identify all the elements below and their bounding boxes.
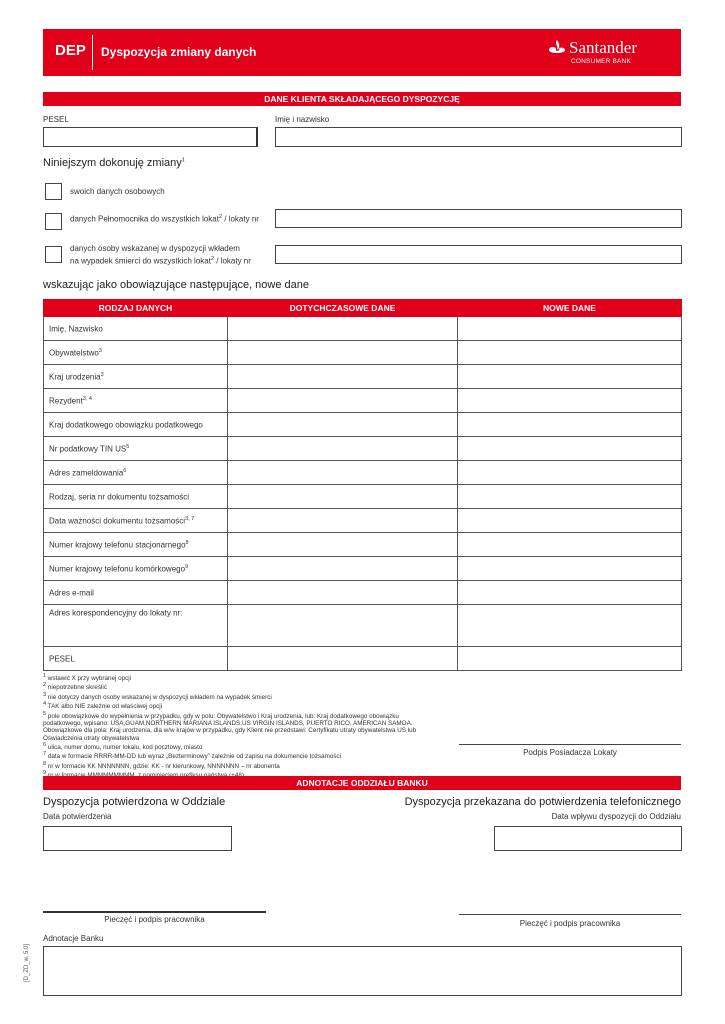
new-data-cell[interactable] xyxy=(458,317,682,341)
table-body xyxy=(44,317,682,671)
new-data-cell[interactable] xyxy=(458,341,682,365)
new-data-cell[interactable] xyxy=(458,389,682,413)
new-data-cell[interactable] xyxy=(458,485,682,509)
new-data-cell[interactable] xyxy=(458,647,682,671)
table-row xyxy=(44,461,682,485)
client-section-bar: DANE KLIENTA SKŁADAJĄCEGO DYSPOZYCJĘ xyxy=(43,92,681,106)
current-data-cell[interactable] xyxy=(228,437,458,461)
form-version-id: [D_ZD_w. 5.0] xyxy=(24,943,30,982)
footnote: $^7$ data w formacie RRRR-MM-DD lub wyraz „Bezterminowy” zależnie od zapisu na dokumencie tożsamości xyxy=(43,751,342,761)
new-data-cell[interactable] xyxy=(458,509,682,533)
row-label: PESEL xyxy=(44,647,228,671)
table-row xyxy=(44,317,682,341)
current-data-cell[interactable] xyxy=(228,581,458,605)
stamp-left-line xyxy=(43,911,266,913)
receipt-date-field[interactable] xyxy=(494,826,682,851)
row-label: Nr podatkowy TIN $US^5$ xyxy=(44,437,228,461)
pesel-label: PESEL xyxy=(43,115,69,124)
new-data-cell[interactable] xyxy=(458,413,682,437)
proxy-deposit-number-field[interactable] xyxy=(275,209,682,228)
row-label: Adres e-mail xyxy=(44,581,228,605)
new-data-cell[interactable] xyxy=(458,605,682,647)
row-label: Kraj dodatkowego obowiązku podatkowego xyxy=(44,413,228,437)
data-change-table xyxy=(43,299,682,671)
table-header-row xyxy=(44,300,682,317)
current-data-cell[interactable] xyxy=(228,461,458,485)
santander-logo xyxy=(547,38,667,70)
table-row xyxy=(44,389,682,413)
header-divider xyxy=(92,35,93,70)
footnote: $^3$ nie dotyczy danych osoby wskazanej w dyspozycji wkładem na wypadek śmierci xyxy=(43,691,272,701)
row-label: Numer krajowy telefonu komórkowego$^9$ xyxy=(44,557,228,581)
name-field[interactable] xyxy=(275,127,682,147)
option-own-data-checkbox[interactable] xyxy=(45,183,62,200)
new-data-cell[interactable] xyxy=(458,581,682,605)
row-label: Imię, Nazwisko xyxy=(44,317,228,341)
bank-notes-field[interactable] xyxy=(43,946,682,996)
current-data-cell[interactable] xyxy=(228,341,458,365)
confirmed-heading: Dyspozycja potwierdzona w Oddziale xyxy=(43,796,226,808)
transferred-heading: Dyspozycja przekazana do potwierdzenia telefonicznego xyxy=(404,796,681,808)
column-header-data-type: RODZAJ DANYCH xyxy=(44,300,228,317)
owner-signature-line xyxy=(459,744,681,745)
footnote: $^1$ wstawić X przy wybranej opcji xyxy=(43,673,132,683)
row-label: Numer krajowy telefonu stacjonarnego$^8$ xyxy=(44,533,228,557)
table-row xyxy=(44,509,682,533)
option-proxy-label: danych Pełnomocnika do wszystkich lokat$^2$ / lokaty nr xyxy=(70,214,259,224)
table-row xyxy=(44,605,682,647)
flame-icon xyxy=(547,39,567,57)
footnote: $^6$ ulica, numer domu, numer lokalu, kod pocztowy, miasto xyxy=(43,741,203,751)
current-data-cell[interactable] xyxy=(228,533,458,557)
option-beneficiary-checkbox[interactable] xyxy=(45,246,62,263)
current-data-cell[interactable] xyxy=(228,605,458,647)
table-row xyxy=(44,647,682,671)
current-data-cell[interactable] xyxy=(228,647,458,671)
new-data-cell[interactable] xyxy=(458,437,682,461)
table-row xyxy=(44,365,682,389)
brand-name: Santander xyxy=(569,38,637,57)
table-row xyxy=(44,413,682,437)
row-label: Data ważności dokumentu tożsamości$^{3, 7}$ xyxy=(44,509,228,533)
new-data-cell[interactable] xyxy=(458,461,682,485)
current-data-cell[interactable] xyxy=(228,485,458,509)
row-label: Kraj urodzenia$^3$ xyxy=(44,365,228,389)
current-data-cell[interactable] xyxy=(228,389,458,413)
current-data-cell[interactable] xyxy=(228,413,458,437)
footnote: $^4$ TAK albo NIE zależnie od właściwej opcji xyxy=(43,701,163,711)
row-label: Adres korespondencyjny do lokaty nr: xyxy=(44,605,228,647)
current-data-cell[interactable] xyxy=(228,509,458,533)
stamp-left-label: Pieczęć i podpis pracownika xyxy=(104,915,205,924)
receipt-date-label: Data wpływu dyspozycji do Oddziału xyxy=(551,812,681,821)
row-label: Rezydent$^{3, 4}$ xyxy=(44,389,228,413)
owner-signature-label: Podpis Posiadacza Lokaty xyxy=(523,748,617,757)
new-data-cell[interactable] xyxy=(458,533,682,557)
table-row xyxy=(44,341,682,365)
pesel-field[interactable] xyxy=(43,127,258,147)
form-header xyxy=(43,29,681,76)
brand-subtitle: CONSUMER BANK xyxy=(571,58,632,65)
row-label: Obywatelstwo$^3$ xyxy=(44,341,228,365)
confirm-date-field[interactable] xyxy=(43,826,232,851)
footnotes xyxy=(43,673,443,779)
option-beneficiary-label: danych osoby wskazanej w dyspozycji wkładem na wypadek śmierci do wszystkich lokat$^2$ / lokaty nr xyxy=(70,244,251,266)
footnote: $^2$ niepotrzebne skreślić xyxy=(43,682,107,692)
new-data-heading: wskazując jako obowiązujące następujące, nowe dane xyxy=(43,279,310,291)
option-own-data-label: swoich danych osobowych xyxy=(70,187,165,196)
confirm-date-label: Data potwierdzenia xyxy=(43,812,112,821)
table-row xyxy=(44,533,682,557)
current-data-cell[interactable] xyxy=(228,557,458,581)
change-heading: Niniejszym dokonuję zmiany$^1$ xyxy=(43,157,185,169)
new-data-cell[interactable] xyxy=(458,557,682,581)
new-data-cell[interactable] xyxy=(458,365,682,389)
bank-notes-label: Adnotacje Banku xyxy=(43,934,104,943)
stamp-right-line xyxy=(459,914,681,915)
table-row xyxy=(44,437,682,461)
footnote: 9 xyxy=(43,770,47,777)
table-row xyxy=(44,581,682,605)
table-row xyxy=(44,557,682,581)
option-proxy-checkbox[interactable] xyxy=(45,213,62,230)
stamp-right-label: Pieczęć i podpis pracownika xyxy=(519,919,621,928)
form-title: Dyspozycja zmiany danych xyxy=(101,45,257,59)
current-data-cell[interactable] xyxy=(228,365,458,389)
footnote: $^8$ nr w formacie KK NNNNNNN, gdzie: KK - nr kierunkowy, NNNNNNN – nr abonenta xyxy=(43,760,280,770)
current-data-cell[interactable] xyxy=(228,317,458,341)
footnote: $^5$ pole obowiązkowe do wypełnienia w przypadku, gdy w polu: Obywatelstwo i Kraj urodzenia, lub: Kraj dodatkowego obowiązku podatkowego, wpisano: USA,GUAM,NORTHERN MARIANA ISLANDS,US VIRGIN ISLANDS, PUERTO RICO, AMERICAN SAMOA. Obowiązkowe dla pola: Kraj urodzenia, dla w/w krajów w przypadku, gdy Klient nie przedstawi: Certyfikatu utraty obywatelstwa US lub Oświadczenia utraty obywatelstwa xyxy=(43,710,417,742)
row-label: Adres zameldowania$^6$ xyxy=(44,461,228,485)
table-row xyxy=(44,485,682,509)
column-header-new-data: NOWE DANE xyxy=(458,300,682,317)
column-header-current-data: DOTYCHCZASOWE DANE xyxy=(228,300,458,317)
row-label: Rodzaj, seria nr dokumentu tożsamości xyxy=(44,485,228,509)
branch-section-bar: ADNOTACJE ODDZIAŁU BANKU xyxy=(43,776,681,790)
name-label: Imię i nazwisko xyxy=(275,115,330,124)
beneficiary-deposit-number-field[interactable] xyxy=(275,245,682,264)
form-code: DEP xyxy=(55,42,86,59)
